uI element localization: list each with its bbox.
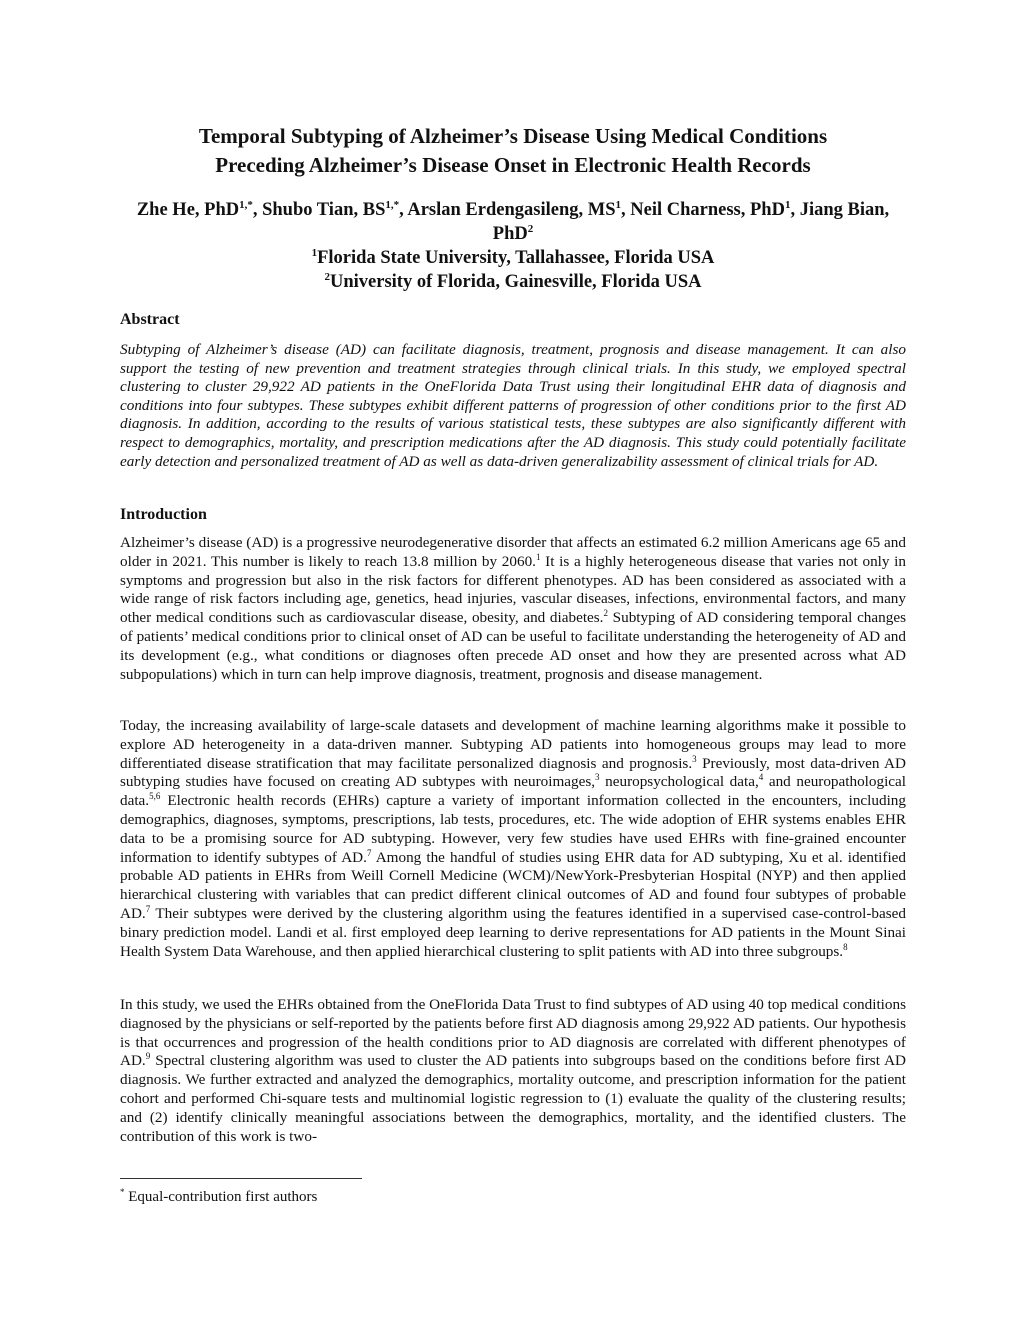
paragraph-text: It is a highly heterogeneous disease that varies not only in symptoms and progression but also in the risk factors for different phenotypes. AD has been considered as associated with a wide range of risk factors including age, genetics, head injuries, vascular diseases, infections, environmental factors, and many other medical conditions such as cardiovascular disease, obesity, and diabetes. [120, 552, 906, 627]
paragraph-text: Today, the increasing availability of large-scale datasets and development of machine learning algorithms make it possible to explore AD heterogeneity in a data-driven manner. Subtyping AD patients into homogeneous groups may lead to more differentiated disease stratification that may facilitate personalized diagnosis and prognosis. [120, 717, 906, 772]
intro-paragraph-1 [120, 534, 906, 684]
author-affiliation-mark: 1 [784, 198, 791, 211]
title-line-1: Temporal Subtyping of Alzheimer’s Disease Using Medical Conditions [198, 124, 828, 148]
author-separator: , [621, 200, 631, 220]
paragraph-text: neuropsychological data, [599, 773, 759, 791]
title-line-2: Preceding Alzheimer’s Disease Onset in Electronic Health Records [215, 153, 811, 177]
paragraph-text: In this study, we used the EHRs obtained from the OneFlorida Data Trust to find subtypes of AD using 40 top medical conditions diagnosed by the physicians or self-reported by the patients before first AD diagnosis among 29,922 AD patients. Our hypothesis is that occurrences and progression of the health conditions prior to AD diagnosis are correlated with different phenotypes of AD. [120, 996, 906, 1070]
author-name: Neil Charness, PhD [630, 200, 785, 220]
author-separator: , [252, 200, 263, 220]
paper-title [120, 122, 906, 180]
citation-ref: 4 [758, 772, 764, 783]
paragraph-text: Electronic health records (EHRs) capture a variety of important information collected in the encounters, including demographics, diagnoses, symptoms, prescriptions, lab tests, procedures, etc. The wide adoption of EHR systems enables EHR data to be a promising source for AD subtyping. However, very few studies have used EHRs with fine-grained encounter information to identify subtypes of AD. [120, 792, 906, 866]
footnote: * Equal-contribution first authors [120, 1187, 318, 1205]
author-list [120, 198, 906, 246]
citation-ref: 8 [843, 941, 848, 952]
author-affiliation-mark: 1,* [239, 198, 253, 211]
citation-ref: 7 [366, 847, 372, 858]
author-separator: , [399, 200, 408, 220]
paragraph-text: Among the handful of studies using EHR data for AD subtyping, Xu et al. identified probable AD patients in EHRs from Weill Cornell Medicine (WCM)/NewYork-Presbyterian Hospital (NYP) and then applied hierarchical clustering with variables that can predict different clinical outcomes of AD and found four subtypes of probable AD. [120, 848, 906, 922]
citation-ref: 1 [535, 551, 541, 562]
affiliation-2: $^2$University of Florida, Gainesville, Florida USA [324, 270, 702, 292]
abstract-text: Subtyping of Alzheimer’s disease (AD) can facilitate diagnosis, treatment, prognosis and disease management. It can also support the testing of new prevention and treatment strategies through clinical trials. In this study, we employed spectral clustering to cluster 29,922 AD patients in the OneFlorida Data Trust using their longitudinal EHR data of diagnosis and conditions into four subtypes. These subtypes exhibit different patterns of progression of other conditions prior to the first AD diagnosis. In addition, according to the results of various statistical tests, these subtypes are also significantly different with respect to demographics, mortality, and prescription medications after the AD diagnosis. This study could potentially facilitate early detection and personalized treatment of AD as well as data-driven generalizability assessment of clinical trials for AD. [120, 341, 906, 470]
abstract-heading: Abstract [120, 311, 180, 328]
paragraph-text: Alzheimer’s disease (AD) is a progressive neurodegenerative disorder that affects an estimated 6.2 million Americans age 65 and older in 2021. This number is likely to reach 13.8 million by 2060. [120, 534, 906, 570]
paragraph-text: and neuropathological data. [120, 773, 907, 810]
author-name: Shubo Tian, BS [262, 200, 386, 220]
author-name: Zhe He, PhD [136, 200, 240, 220]
intro-paragraph-2 [120, 717, 906, 961]
author-block [120, 198, 906, 294]
affiliation-1: $^1$Florida State University, Tallahassee, Florida USA [311, 246, 715, 268]
citation-ref: 2 [603, 608, 608, 619]
author-name: Jiang Bian, PhD [492, 200, 890, 244]
author-affiliation-mark: 1 [615, 198, 622, 211]
author-name: Arslan Erdengasileng, MS [407, 200, 616, 220]
author-separator: , [790, 200, 800, 220]
citation-ref: 5,6 [149, 791, 161, 802]
paragraph-text: Previously, most data-driven AD subtyping studies have focused on creating AD subtypes with neuroimages, [120, 754, 906, 791]
author-affiliation-mark: 1,* [385, 198, 400, 211]
introduction-heading: Introduction [120, 506, 207, 523]
citation-ref: 7 [145, 903, 151, 914]
citation-ref: 3 [692, 753, 697, 764]
paragraph-text: Spectral clustering algorithm was used to cluster the AD patients into subgroups based on the conditions before first AD diagnosis. We further extracted and analyzed the demographics, mortality outcome, and prescription information for the patient cohort and performed Chi-square tests and multinomial logistic regression to (1) evaluate the quality of the clustering results; and (2) identify clinically meaningful associations between the demographics, mortality, and the identified clusters. The contribution of this work is two- [120, 1052, 906, 1145]
paragraph-text: Subtyping of AD considering temporal changes of patients’ medical conditions prior to clinical onset of AD can be useful to facilitate understanding the heterogeneity of AD and its development (e.g., what conditions or diagnoses often precede AD onset and how they are presented across what AD subpopulations) which in turn can help improve diagnosis, treatment, prognosis and disease management. [120, 609, 906, 683]
paragraph-text: Their subtypes were derived by the clustering algorithm using the features identified in a supervised case-control-based binary prediction model. Landi et al. first employed deep learning to derive representations for AD patients in the Mount Sinai Health System Data Warehouse, and then applied hierarchical clustering to split patients with AD into three subgroups. [120, 904, 906, 960]
intro-paragraph-3 [120, 996, 906, 1146]
author-affiliation-mark: 2 [527, 222, 534, 235]
footnote-divider [120, 1178, 362, 1179]
citation-ref: 9 [145, 1051, 151, 1062]
citation-ref: 3 [595, 772, 600, 783]
